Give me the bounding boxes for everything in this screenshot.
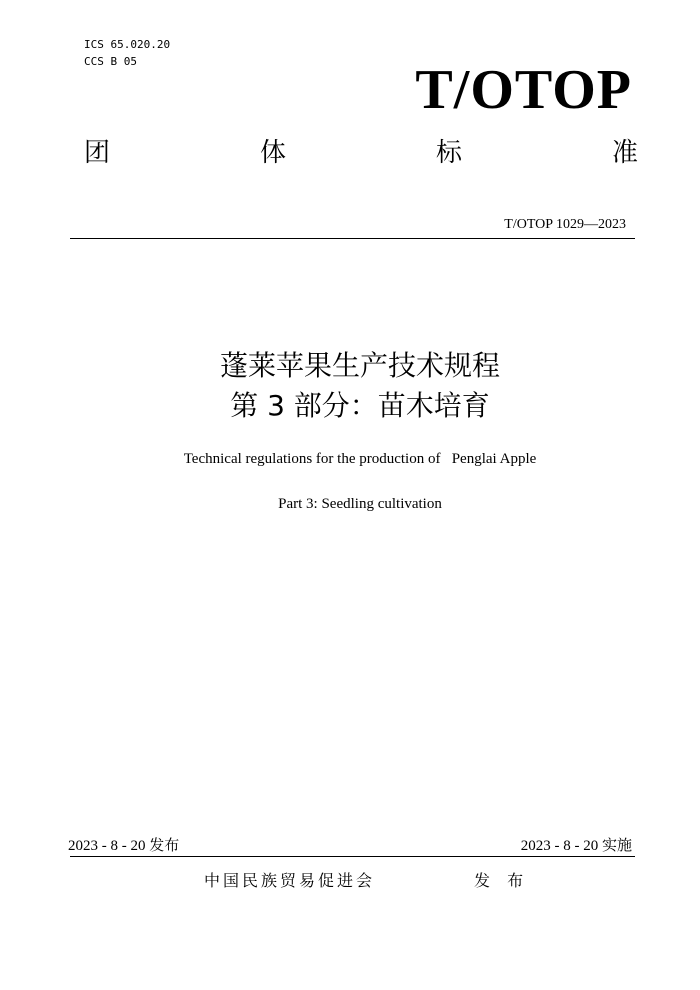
issue-label: 发 布 [474, 871, 530, 890]
header-divider [70, 238, 635, 239]
standard-brand-logo: T/OTOP [415, 59, 632, 121]
standard-type-heading [84, 136, 638, 170]
ccs-code: CCS B 05 [84, 55, 137, 68]
standard-type-char: 体 [259, 138, 286, 168]
publish-date: 2023 - 8 - 20 发布 [68, 838, 180, 854]
standard-type-char: 准 [611, 138, 638, 168]
chinese-title-line1: 蓬莱苹果生产技术规程 [219, 349, 500, 382]
footer-divider [70, 856, 635, 857]
ics-code: ICS 65.020.20 [84, 38, 171, 51]
english-title: Technical regulations for the production of Penglai Apple [183, 451, 537, 467]
standard-type-char: 团 [84, 138, 111, 168]
standard-code: T/OTOP 1029—2023 [504, 217, 626, 232]
chinese-title-line2: 第 3 部分：苗木培育 [230, 389, 490, 422]
chinese-title [0, 346, 700, 426]
standard-type-char: 标 [435, 138, 462, 168]
effective-date: 2023 - 8 - 20 实施 [520, 838, 632, 854]
english-part-title: Part 3: Seedling cultivation [278, 496, 442, 512]
issuing-organization: 中国民族贸易促进会 [204, 871, 376, 890]
